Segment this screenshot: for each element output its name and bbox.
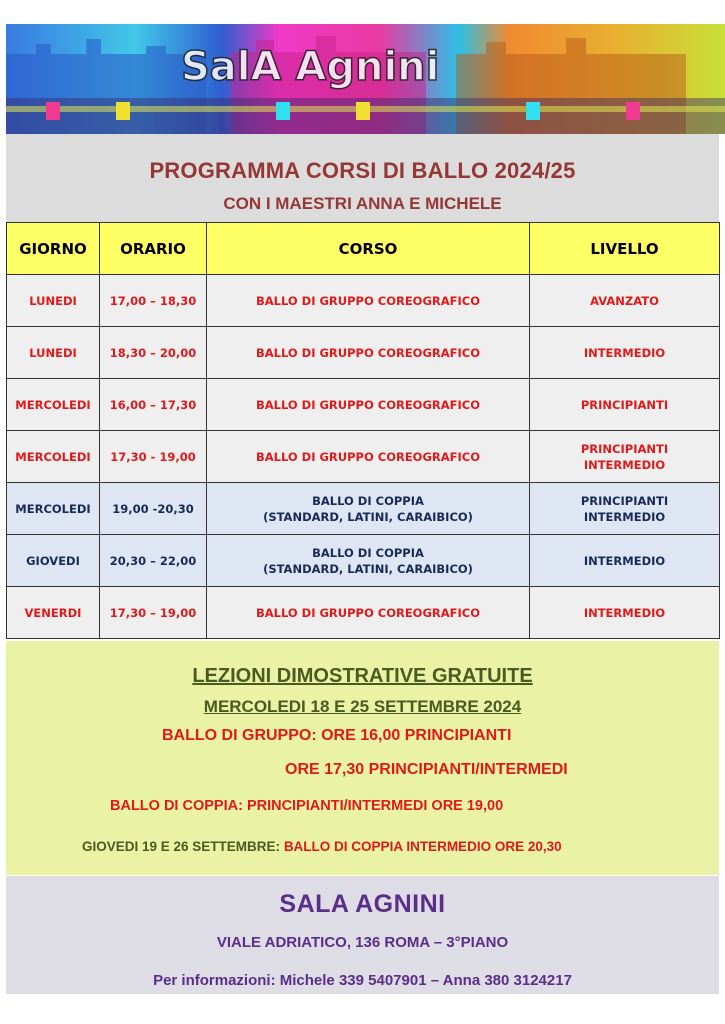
cell-orario: 17,00 – 18,30 bbox=[100, 275, 207, 327]
cell-orario: 17,30 – 19,00 bbox=[100, 587, 207, 639]
cell-corso bbox=[207, 327, 530, 379]
table-row bbox=[7, 587, 720, 639]
cell-corso bbox=[207, 483, 530, 535]
column-header-livello: LIVELLO bbox=[530, 223, 720, 275]
column-header-corso: CORSO bbox=[207, 223, 530, 275]
table-row bbox=[7, 535, 720, 587]
corso-text: BALLO DI COPPIA bbox=[312, 493, 424, 508]
cell-livello bbox=[530, 483, 720, 535]
cell-livello bbox=[530, 587, 720, 639]
cell-giorno: LUNEDI bbox=[7, 327, 100, 379]
demo-thursday-detail: BALLO DI COPPIA INTERMEDIO ORE 20,30 bbox=[283, 839, 562, 854]
livello-text: PRINCIPIANTI bbox=[580, 493, 669, 508]
cell-corso bbox=[207, 587, 530, 639]
banner-image bbox=[6, 24, 725, 134]
corso-text: BALLO DI GRUPPO COREOGRAFICO bbox=[255, 605, 481, 620]
venue-name: SALA AGNINI bbox=[279, 890, 446, 918]
cell-corso bbox=[207, 275, 530, 327]
livello-text-line2: INTERMEDIO bbox=[583, 509, 666, 524]
corso-text: BALLO DI GRUPPO COREOGRAFICO bbox=[255, 293, 481, 308]
cell-livello bbox=[530, 431, 720, 483]
table-row bbox=[7, 327, 720, 379]
page-header bbox=[6, 134, 719, 222]
demo-title: LEZIONI DIMOSTRATIVE GRATUITE bbox=[192, 665, 533, 687]
cell-livello bbox=[530, 535, 720, 587]
cell-giorno: MERCOLEDI bbox=[7, 431, 100, 483]
banner-artwork bbox=[6, 24, 725, 134]
contact-info: Per informazioni: Michele 339 5407901 – Anna 380 3124217 bbox=[153, 972, 572, 989]
table-row bbox=[7, 483, 720, 535]
livello-text-line2: INTERMEDIO bbox=[583, 457, 666, 472]
cell-corso bbox=[207, 535, 530, 587]
corso-text: BALLO DI COPPIA bbox=[312, 545, 424, 560]
cell-corso bbox=[207, 431, 530, 483]
corso-text-line2: (STANDARD, LATINI, CARAIBICO) bbox=[263, 561, 473, 576]
cell-orario: 18,30 – 20,00 bbox=[100, 327, 207, 379]
table-row bbox=[7, 275, 720, 327]
table-row bbox=[7, 431, 720, 483]
venue-address: VIALE ADRIATICO, 136 ROMA – 3°PIANO bbox=[216, 934, 509, 951]
livello-text: INTERMEDIO bbox=[583, 553, 666, 568]
page-title: PROGRAMMA CORSI DI BALLO 2024/25 bbox=[149, 158, 576, 183]
cell-giorno: LUNEDI bbox=[7, 275, 100, 327]
cell-livello bbox=[530, 275, 720, 327]
demo-thursday-dates: GIOVEDI 19 E 26 SETTEMBRE: bbox=[82, 839, 284, 854]
column-header-giorno: GIORNO bbox=[7, 223, 100, 275]
schedule-table bbox=[6, 222, 720, 639]
corso-text: BALLO DI GRUPPO COREOGRAFICO bbox=[255, 345, 481, 360]
cell-giorno: MERCOLEDI bbox=[7, 483, 100, 535]
livello-text: AVANZATO bbox=[590, 293, 659, 308]
cell-giorno: GIOVEDI bbox=[7, 535, 100, 587]
demo-line-group-2: ORE 17,30 PRINCIPIANTI/INTERMEDI bbox=[285, 761, 568, 778]
table-row bbox=[7, 379, 720, 431]
table-header-row bbox=[7, 223, 720, 275]
livello-text: PRINCIPIANTI bbox=[580, 397, 669, 412]
column-header-orario: ORARIO bbox=[100, 223, 207, 275]
corso-text: BALLO DI GRUPPO COREOGRAFICO bbox=[255, 449, 481, 464]
demo-lessons-box bbox=[6, 641, 719, 875]
cell-livello bbox=[530, 327, 720, 379]
cell-orario: 16,00 – 17,30 bbox=[100, 379, 207, 431]
livello-text: PRINCIPIANTI bbox=[580, 441, 669, 456]
cell-corso bbox=[207, 379, 530, 431]
cell-orario: 20,30 – 22,00 bbox=[100, 535, 207, 587]
livello-text: INTERMEDIO bbox=[583, 605, 666, 620]
livello-text: INTERMEDIO bbox=[583, 345, 666, 360]
corso-text: BALLO DI GRUPPO COREOGRAFICO bbox=[255, 397, 481, 412]
demo-line-group: BALLO DI GRUPPO: ORE 16,00 PRINCIPIANTI bbox=[162, 727, 512, 744]
cell-livello bbox=[530, 379, 720, 431]
page-subtitle: CON I MAESTRI ANNA E MICHELE bbox=[223, 194, 502, 213]
banner-logo: SalA Agnini bbox=[181, 44, 440, 90]
footer bbox=[6, 876, 719, 994]
demo-dates: MERCOLEDI 18 E 25 SETTEMBRE 2024 bbox=[203, 697, 522, 716]
cell-giorno: MERCOLEDI bbox=[7, 379, 100, 431]
cell-orario: 17,30 - 19,00 bbox=[100, 431, 207, 483]
corso-text-line2: (STANDARD, LATINI, CARAIBICO) bbox=[263, 509, 473, 524]
cell-orario: 19,00 -20,30 bbox=[100, 483, 207, 535]
demo-line-thursday bbox=[82, 839, 562, 854]
demo-line-couple: BALLO DI COPPIA: PRINCIPIANTI/INTERMEDI ORE 19,00 bbox=[110, 798, 504, 814]
cell-giorno: VENERDI bbox=[7, 587, 100, 639]
